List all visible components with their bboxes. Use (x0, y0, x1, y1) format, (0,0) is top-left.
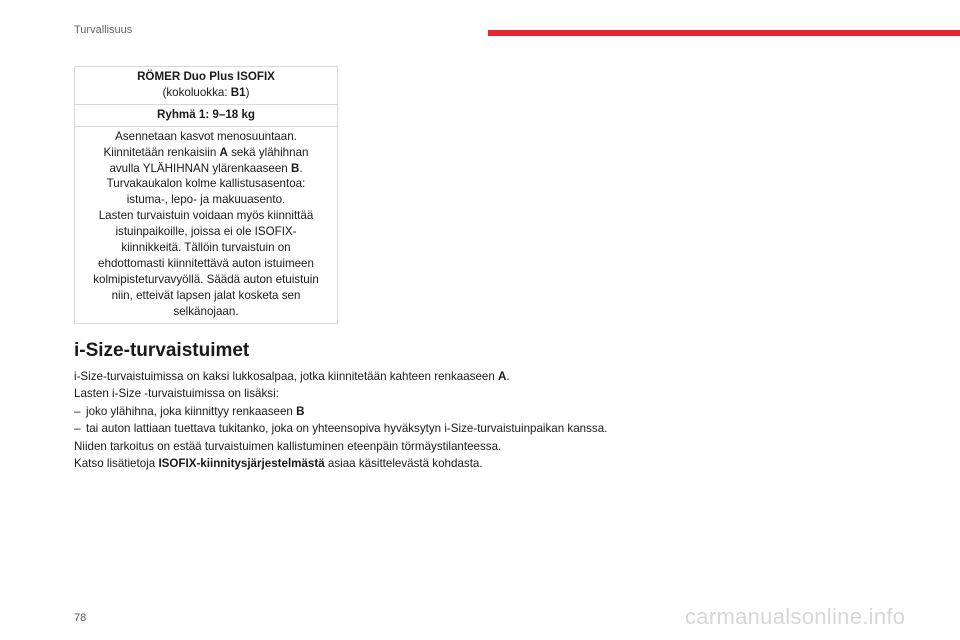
section-paragraph: i-Size-turvaistuimissa on kaksi lukkosalpaa, jotka kiinnitetään kahteen renkaaseen A. (74, 370, 510, 383)
description-line: istuma-, lepo- ja makuuasento. (126, 193, 286, 207)
header-accent-bar (488, 30, 960, 36)
table-row-description (75, 126, 338, 323)
description-line: Asennetaan kasvot menosuuntaan. (115, 129, 297, 143)
child-seat-spec-table (74, 66, 338, 324)
seat-model-name: RÖMER Duo Plus ISOFIX (137, 70, 275, 83)
i-size-section (74, 340, 914, 472)
section-paragraph: Katso lisätietoja ISOFIX-kiinnitysjärjestelmästä asiaa käsittelevästä kohdasta. (74, 457, 483, 471)
table-row-title (75, 67, 338, 105)
description-line: avulla YLÄHIHNAN ylärenkaaseen B. (109, 161, 303, 175)
size-class-prefix: (kokoluokka: (162, 85, 231, 99)
description-line: kiinnikkeitä. Tällöin turvaistuin on (121, 241, 291, 255)
section-paragraph: Niiden tarkoitus on estää turvaistuimen kallistuminen eteenpäin törmäystilanteessa. (74, 439, 502, 453)
table-cell-description (75, 126, 338, 323)
size-class-value: B1 (230, 85, 246, 99)
description-line: kolmipisteturvavyöllä. Säädä auton etuistuin (93, 272, 319, 286)
cross-reference-link-text: ISOFIX-kiinnitysjärjestelmästä (158, 457, 325, 471)
description-line: ehdottomasti kiinnitettävä auton istuimeen (98, 256, 314, 270)
description-line: Lasten turvaistuin voidaan myös kiinnittää (98, 209, 314, 223)
table-row-group (75, 104, 338, 126)
page-number: 78 (74, 612, 87, 624)
description-line: selkänojaan. (173, 304, 239, 318)
description-line: istuinpaikoille, joissa ei ole ISOFIX- (115, 225, 297, 239)
size-class-suffix: ) (245, 85, 250, 99)
list-item: – tai auton lattiaan tuettava tukitanko, joka on yhteensopiva hyväksytyn i-Size-turvaistuinpaikan kanssa. (74, 422, 608, 436)
list-item: – joko ylähihna, joka kiinnittyy renkaaseen B (74, 404, 305, 418)
header-title: Turvallisuus (74, 24, 133, 36)
section-paragraph: Lasten i-Size -turvaistuimissa on lisäksi: (74, 387, 279, 401)
table-cell-title (75, 67, 338, 105)
section-heading: i-Size-turvaistuimet (74, 340, 250, 361)
watermark: carmanualsonline.info (685, 604, 906, 629)
description-line: Kiinnitetään renkaisiin A sekä ylähihnan (103, 145, 309, 159)
weight-group: Ryhmä 1: 9–18 kg (75, 104, 338, 126)
description-line: Turvakaukalon kolme kallistusasentoa: (106, 177, 306, 191)
description-line: niin, etteivät lapsen jalat kosketa sen (111, 288, 301, 302)
